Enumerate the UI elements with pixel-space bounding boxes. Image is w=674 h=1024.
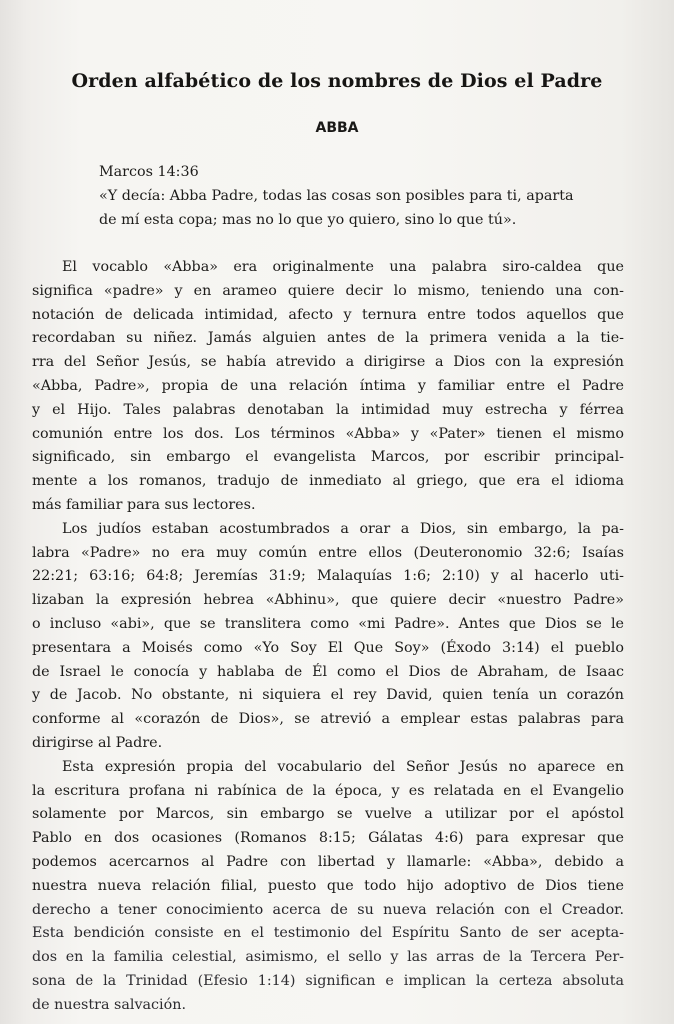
chapter-title: Orden alfabético de los nombres de Dios el Padre	[71, 70, 603, 92]
scripture-reference: Marcos 14:36	[99, 164, 199, 180]
body-text	[32, 256, 624, 1018]
text-line: o incluso «abi», que se translitera como «mi Padre». Antes que Dios se le	[32, 615, 624, 632]
scripture-line: «Y decía: Abba Padre, todas las cosas son posibles para ti, aparta	[99, 188, 574, 204]
text-line: Pablo en dos ocasiones (Romanos 8:15; Gálatas 4:6) para expresar que	[32, 830, 624, 847]
text-line: comunión entre los dos. Los términos «Abba» y «Pater» tienen el mismo	[32, 425, 624, 442]
text-line: dirigirse al Padre.	[32, 734, 163, 751]
paragraph-2	[32, 518, 624, 756]
paragraph-3	[32, 756, 624, 1018]
section-title: ABBA	[315, 120, 359, 136]
text-line: derecho a tener conocimiento acerca de su nueva relación con el Creador.	[32, 901, 624, 918]
text-line: notación de delicada intimidad, afecto y ternura entre todos aquellos que	[32, 306, 624, 323]
text-line: más familiar para sus lectores.	[32, 496, 256, 513]
text-line: Esta expresión propia del vocabulario del Señor Jesús no aparece en	[62, 758, 624, 775]
text-line: podemos acercarnos al Padre con libertad y llamarle: «Abba», debido a	[32, 853, 624, 870]
text-line: de nuestra salvación.	[32, 996, 186, 1013]
text-line: y el Hijo. Tales palabras denotaban la intimidad muy estrecha y férrea	[32, 401, 624, 418]
scripture-line: de mí esta copa; mas no lo que yo quiero, sino lo que tú».	[99, 212, 517, 228]
text-line: presentara a Moisés como «Yo Soy El Que Soy» (Éxodo 3:14) el pueblo	[32, 639, 624, 656]
text-line: sona de la Trinidad (Efesio 1:14) significan e implican la certeza absoluta	[32, 972, 624, 989]
text-line: significado, sin embargo el evangelista Marcos, por escribir principal-	[32, 449, 624, 466]
text-line: Esta bendición consiste en el testimonio del Espíritu Santo de ser acepta-	[32, 925, 624, 942]
text-line: de Israel le conocía y hablaba de Él como el Dios de Abraham, de Isaac	[32, 663, 624, 680]
text-line: nuestra nueva relación filial, puesto que todo hijo adoptivo de Dios tiene	[32, 877, 624, 894]
text-line: significa «padre» y en arameo quiere decir lo mismo, teniendo una con-	[32, 282, 624, 299]
text-line: recordaban su niñez. Jamás alguien antes de la primera venida a la tie-	[32, 330, 624, 347]
text-line: solamente por Marcos, sin embargo se vuelve a utilizar por el apóstol	[32, 806, 624, 823]
text-line: 22:21; 63:16; 64:8; Jeremías 31:9; Malaquías 1:6; 2:10) y al hacerlo uti-	[32, 568, 624, 585]
text-line: conforme al «corazón de Dios», se atrevió a emplear estas palabras para	[32, 711, 624, 728]
text-line: «Abba, Padre», propia de una relación íntima y familiar entre el Padre	[32, 377, 624, 394]
text-line: lizaban la expresión hebrea «Abhinu», que quiere decir «nuestro Padre»	[32, 592, 624, 609]
scripture-quote	[99, 160, 619, 232]
text-line: la escritura profana ni rabínica de la época, y es relatada en el Evangelio	[32, 782, 624, 799]
text-line: El vocablo «Abba» era originalmente una palabra siro-caldea que	[62, 259, 624, 275]
paragraph-1	[32, 256, 624, 518]
text-line: dos en la familia celestial, asimismo, el sello y las arras de la Tercera Per-	[32, 949, 624, 966]
text-line: y de Jacob. No obstante, ni siquiera el rey David, quien tenía un corazón	[32, 687, 624, 704]
text-line: Los judíos estaban acostumbrados a orar a Dios, sin embargo, la pa-	[62, 520, 624, 537]
text-line: labra «Padre» no era muy común entre ellos (Deuteronomio 32:6; Isaías	[32, 544, 624, 561]
text-line: rra del Señor Jesús, se había atrevido a dirigirse a Dios con la expresión	[32, 354, 624, 371]
text-line: mente a los romanos, tradujo de inmediato al griego, que era el idioma	[32, 473, 624, 490]
